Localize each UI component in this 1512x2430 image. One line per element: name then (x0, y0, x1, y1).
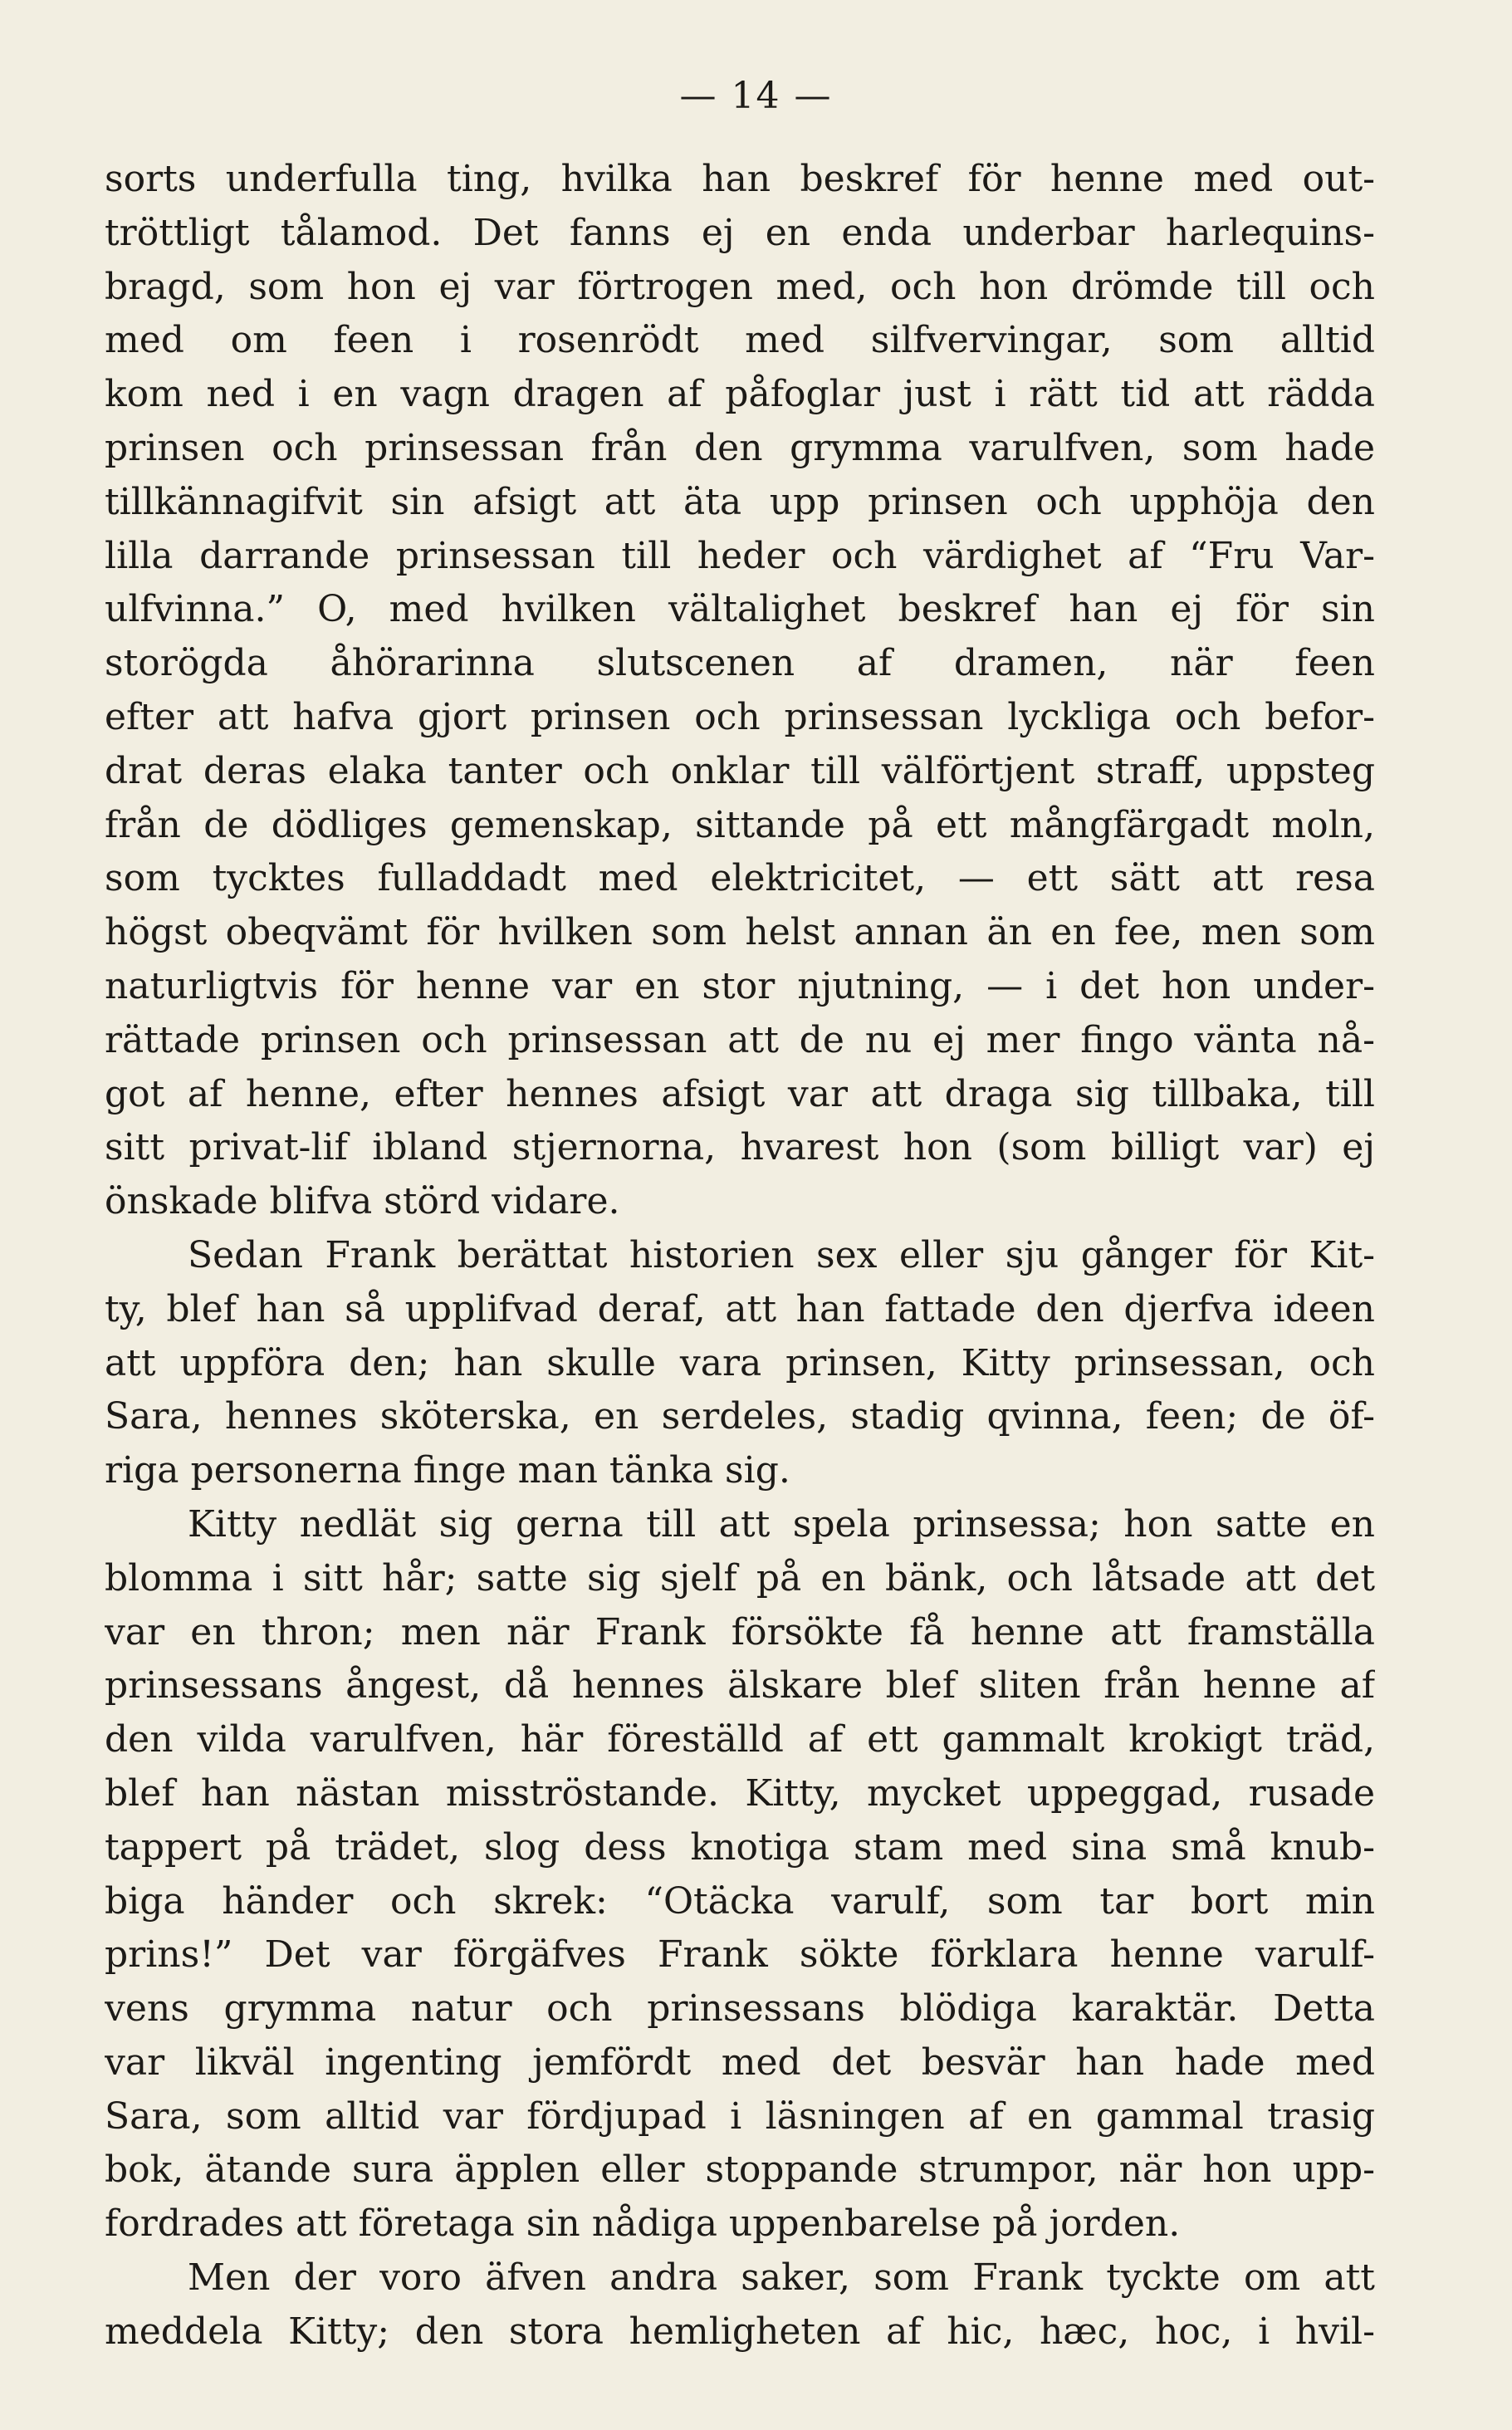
text-line: bok, ätande sura äpplen eller stoppande strumpor, när hon upp- (105, 2148, 1375, 2192)
text-line: ulfvinna.” O, med hvilken vältalighet beskref han ej för sin (105, 588, 1375, 631)
text-line: prins!” Det var förgäfves Frank sökte förklara henne varulf- (105, 1933, 1375, 1977)
text-line: vens grymma natur och prinsessans blödiga karaktär. Detta (105, 1987, 1375, 2031)
text-line: var likväl ingenting jemfördt med det besvär han hade med (105, 2041, 1375, 2084)
text-line: riga personerna finge man tänka sig. (105, 1449, 790, 1492)
text-line: lilla darrande prinsessan till heder och värdighet af “Fru Var- (105, 534, 1375, 577)
page-number: — 14 — (679, 75, 833, 117)
text-line: biga händer och skrek: “Otäcka varulf, som tar bort min (105, 1879, 1375, 1923)
text-line: högst obeqvämt för hvilken som helst annan än en fee, men som (105, 911, 1375, 954)
text-line: som tycktes fulladdadt med elektricitet, — ett sätt att resa (105, 857, 1375, 900)
text-line: tillkännagifvit sin afsigt att äta upp prinsen och upphöja den (105, 480, 1375, 523)
text-line: Men der voro äfven andra saker, som Frank tyckte om att (188, 2256, 1375, 2300)
text-line: prinsen och prinsessan från den grymma varulfven, som hade (105, 426, 1375, 469)
text-line: tappert på trädet, slog dess knotiga stam med sina små knub- (105, 1825, 1375, 1869)
text-line: tröttligt tålamod. Det fanns ej en enda underbar harlequins- (105, 211, 1375, 254)
text-line: efter att hafva gjort prinsen och prinsessan lyckliga och befor- (105, 695, 1375, 738)
text-line: got af henne, efter hennes afsigt var att draga sig tillbaka, till (105, 1072, 1375, 1115)
text-line: bragd, som hon ej var förtrogen med, och hon drömde till och (105, 265, 1375, 308)
text-line: drat deras elaka tanter och onklar till välförtjent straff, uppsteg (105, 749, 1375, 792)
text-line: storögda åhörarinna slutscenen af dramen, när feen (105, 642, 1375, 685)
text-line: sitt privat-lif ibland stjernorna, hvarest hon (som billigt var) ej (105, 1126, 1375, 1169)
text-line: meddela Kitty; den stora hemligheten af hic, hæc, hoc, i hvil- (105, 2310, 1375, 2353)
body-text (105, 153, 1375, 2359)
text-line: önskade blifva störd vidare. (105, 1180, 620, 1223)
text-line: Sedan Frank berättat historien sex eller sju gånger för Kit- (188, 1233, 1375, 1276)
text-line: Sara, hennes sköterska, en serdeles, stadig qvinna, feen; de öf- (105, 1395, 1375, 1438)
text-line: blef han nästan misströstande. Kitty, mycket uppeggad, rusade (105, 1771, 1375, 1815)
text-line: med om feen i rosenrödt med silfvervingar, som alltid (105, 319, 1375, 362)
text-line: från de dödliges gemenskap, sittande på ett mångfärgadt moln, (105, 803, 1375, 846)
text-line: ty, blef han så upplifvad deraf, att han fattade den djerfva ideen (105, 1287, 1375, 1330)
text-line: fordrades att företaga sin nådiga uppenbarelse på jorden. (105, 2202, 1181, 2246)
text-line: naturligtvis för henne var en stor njutning, — i det hon under- (105, 964, 1375, 1007)
text-line: sorts underfulla ting, hvilka han beskref för henne med out- (105, 158, 1375, 200)
text-line: Kitty nedlät sig gerna till att spela prinsessa; hon satte en (188, 1502, 1375, 1546)
text-line: att uppföra den; han skulle vara prinsen, Kitty prinsessan, och (105, 1341, 1375, 1384)
text-line: var en thron; men när Frank försökte få henne att framställa (105, 1610, 1375, 1653)
text-line: Sara, som alltid var fördjupad i läsningen af en gammal trasig (105, 2094, 1375, 2138)
text-line: blomma i sitt hår; satte sig sjelf på en bänk, och låtsade att det (105, 1556, 1375, 1600)
text-line: rättade prinsen och prinsessan att de nu ej mer fingo vänta nå- (105, 1018, 1375, 1061)
text-line: den vilda varulfven, här föreställd af ett gammalt krokigt träd, (105, 1718, 1375, 1761)
text-line: kom ned i en vagn dragen af påfoglar just i rätt tid att rädda (105, 373, 1375, 416)
text-line: prinsessans ångest, då hennes älskare blef sliten från henne af (105, 1664, 1375, 1707)
